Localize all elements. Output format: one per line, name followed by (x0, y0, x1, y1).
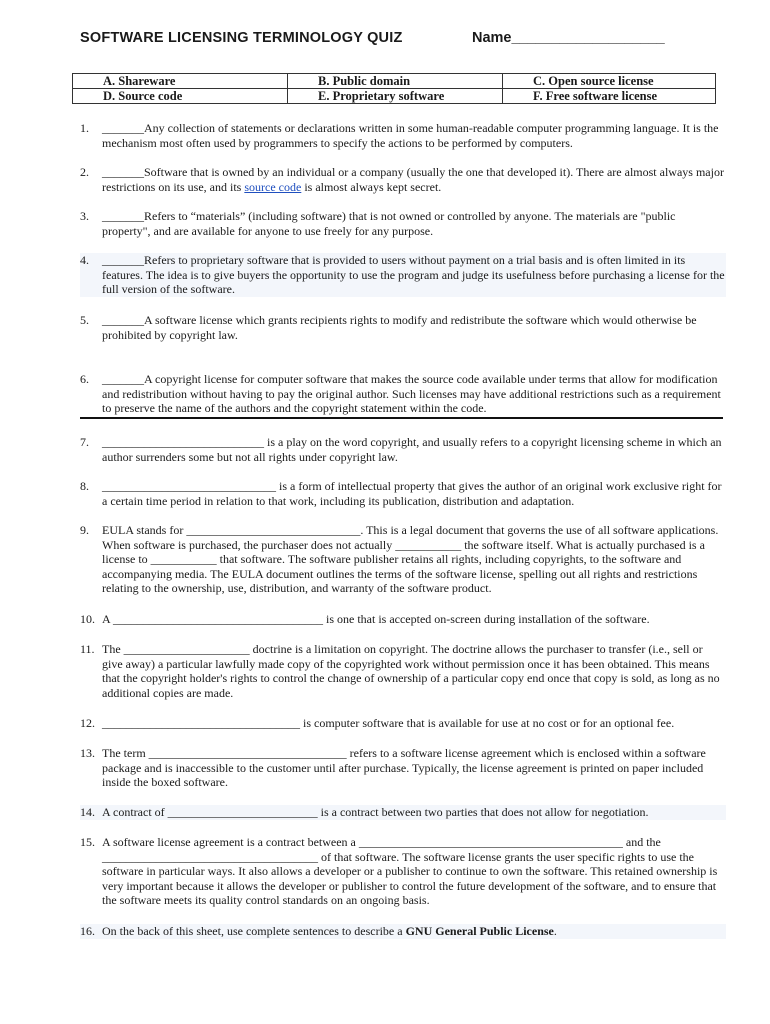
name-field-label: Name___________________ (472, 30, 665, 46)
question-7 (80, 435, 726, 464)
gnu-gpl-term: GNU General Public License (405, 924, 554, 938)
question-number: 8. (80, 479, 89, 493)
question-3 (80, 209, 726, 238)
question-13 (80, 746, 726, 790)
term-e: E. Proprietary software (288, 89, 503, 104)
question-number: 2. (80, 165, 89, 179)
term-b: B. Public domain (288, 74, 503, 89)
question-number: 15. (80, 835, 95, 849)
question-text: _______A copyright license for computer software that makes the source code available under terms that allow for modification and redistribution without having to pay the original author. Such licenses may have additional restrictions such as a requirement to preserve the name of the authors and the copyright statement within the code. (102, 372, 721, 416)
question-8 (80, 479, 726, 508)
question-number: 5. (80, 313, 89, 327)
question-text: _______Software that is owned by an individual or a company (usually the one that developed it). There are almost always major restrictions on its use, and its source code is almost always kept secret. (102, 165, 724, 194)
question-text: A contract of _________________________ is a contract between two parties that does not allow for negotiation. (102, 805, 649, 819)
question-5 (80, 313, 726, 342)
question-10 (80, 612, 726, 627)
question-9 (80, 523, 726, 596)
question-number: 9. (80, 523, 89, 537)
question-number: 14. (80, 805, 95, 819)
question-16 (80, 924, 726, 939)
question-11 (80, 642, 726, 700)
question-text: _______Refers to proprietary software that is provided to users without payment on a trial basis and is often limited in its features. The idea is to give buyers the opportunity to use the program and judge its usefulness before purchasing a license for the full version of the software. (102, 253, 725, 297)
question-number: 10. (80, 612, 95, 626)
question-15 (80, 835, 726, 908)
question-number: 12. (80, 716, 95, 730)
question-text: _________________________________ is computer software that is available for use at no cost or for an optional fee. (102, 716, 675, 730)
terms-row (73, 89, 716, 104)
terms-row (73, 74, 716, 89)
question-text: _____________________________ is a form of intellectual property that gives the author of an original work exclusive right for a certain time period in relation to that work, including its publication, distribution and adaptation. (102, 479, 722, 508)
question-12 (80, 716, 726, 731)
question-number: 11. (80, 642, 95, 656)
question-text: ___________________________ is a play on the word copyright, and usually refers to a copyright licensing scheme in which an author surrenders some but not all rights under copyright law. (102, 435, 722, 464)
source-code-link[interactable]: source code (244, 179, 302, 194)
question-text: _______Any collection of statements or declarations written in some human-readable computer programming language. It is the mechanism most often used by programmers to specify the actions to be performed by computers. (102, 121, 719, 150)
question-number: 1. (80, 121, 89, 135)
term-a: A. Shareware (73, 74, 288, 89)
question-text: _______Refers to “materials” (including software) that is not owned or controlled by anyone. The materials are "public property", and are available for anyone to use freely for any purpose. (102, 209, 676, 238)
question-1 (80, 121, 726, 150)
quiz-title: SOFTWARE LICENSING TERMINOLOGY QUIZ (80, 30, 403, 46)
question-number: 13. (80, 746, 95, 760)
question-text: On the back of this sheet, use complete sentences to describe a GNU General Public License. (102, 924, 557, 938)
question-4 (80, 253, 726, 297)
question-2 (80, 165, 726, 194)
question-text: The term _________________________________ refers to a software license agreement which is enclosed within a software package and is inaccessible to the customer until after purchase. Typically, the license agreement is printed on paper included inside the boxed software. (102, 746, 706, 790)
question-number: 3. (80, 209, 89, 223)
question-number: 6. (80, 372, 89, 386)
question-number: 16. (80, 924, 95, 938)
section-divider (80, 417, 723, 419)
term-d: D. Source code (73, 89, 288, 104)
question-text: _______A software license which grants recipients rights to modify and redistribute the software which would otherwise be prohibited by copyright law. (102, 313, 697, 342)
question-number: 7. (80, 435, 89, 449)
question-text: EULA stands for _____________________________. This is a legal document that governs the use of all software applications. When software is purchased, the purchaser does not actually ___________ the software itself. What is actually purchased is a license to ___________ that software. The software publisher retains all rights, including copyrights, to the software and accompanying media. The EULA document outlines the terms of the software license, spelling out all rights and restrictions relating to the ownership, use, distribution, and warranty of the software product. (102, 523, 719, 596)
term-c: C. Open source license (503, 74, 716, 89)
term-f: F. Free software license (503, 89, 716, 104)
question-text: A software license agreement is a contract between a ____________________________________________ and the ____________________________________ of that software. The software license grants the user specific rights to use the software in particular ways. It also allows a developer or a publisher to continue to own the software. This retained ownership is very important because it allows the developer or publisher to control the future development of the software, and to ensure that the software meets its quality control standards on an ongoing basis. (102, 835, 718, 908)
question-6 (80, 372, 726, 416)
question-text: The _____________________ doctrine is a limitation on copyright. The doctrine allows the purchaser to transfer (i.e., sell or give away) a particular lawfully made copy of the copyrighted work without permission once it has been obtained. This means that the copyright holder's rights to control the change of ownership of a particular copy end once that copy is sold, as long as no additional copies are made. (102, 642, 720, 700)
question-14 (80, 805, 726, 820)
question-number: 4. (80, 253, 89, 267)
terms-table (72, 73, 716, 104)
question-text: A ___________________________________ is one that is accepted on-screen during installation of the software. (102, 612, 650, 626)
